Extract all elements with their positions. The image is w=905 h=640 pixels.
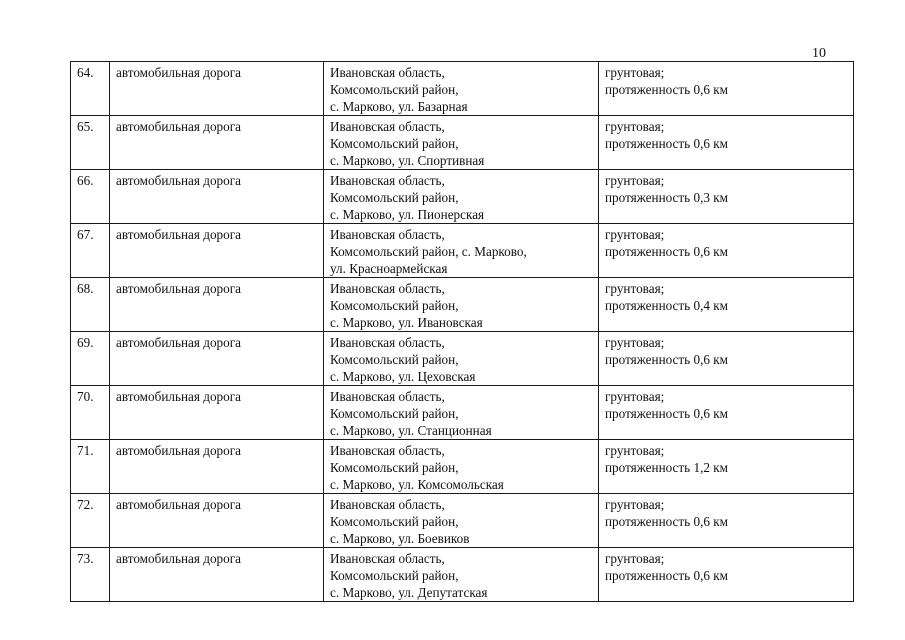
address-line: Комсомольский район, <box>330 460 459 475</box>
table-row <box>71 494 854 548</box>
object-address <box>324 278 599 332</box>
object-characteristics <box>599 116 854 170</box>
characteristic-line: протяженность 0,3 км <box>605 190 729 205</box>
object-characteristics <box>599 386 854 440</box>
object-name: автомобильная дорога <box>110 116 324 170</box>
address-line: Ивановская область, <box>330 497 445 512</box>
characteristic-line: протяженность 0,6 км <box>605 568 729 583</box>
characteristic-line: грунтовая; <box>605 65 665 80</box>
row-number: 73. <box>71 548 110 602</box>
row-number: 69. <box>71 332 110 386</box>
characteristic-line: протяженность 0,6 км <box>605 406 729 421</box>
row-number: 68. <box>71 278 110 332</box>
object-name: автомобильная дорога <box>110 332 324 386</box>
table-row <box>71 332 854 386</box>
characteristic-line: грунтовая; <box>605 227 665 242</box>
address-line: Комсомольский район, <box>330 514 459 529</box>
characteristic-line: грунтовая; <box>605 443 665 458</box>
table-row <box>71 62 854 116</box>
roads-table-body <box>71 62 854 602</box>
row-number: 64. <box>71 62 110 116</box>
object-name: автомобильная дорога <box>110 548 324 602</box>
characteristic-line: грунтовая; <box>605 389 665 404</box>
page-number: 10 <box>812 46 826 61</box>
object-address <box>324 386 599 440</box>
address-line: Ивановская область, <box>330 389 445 404</box>
address-line: с. Марково, ул. Боевиков <box>330 531 470 546</box>
row-number: 65. <box>71 116 110 170</box>
address-line: Ивановская область, <box>330 551 445 566</box>
address-line: Комсомольский район, <box>330 190 459 205</box>
characteristic-line: протяженность 0,6 км <box>605 244 729 259</box>
table-row <box>71 440 854 494</box>
characteristic-line: протяженность 0,6 км <box>605 82 729 97</box>
table-row <box>71 386 854 440</box>
object-characteristics <box>599 170 854 224</box>
object-name: автомобильная дорога <box>110 440 324 494</box>
object-characteristics <box>599 62 854 116</box>
address-line: ул. Красноармейская <box>330 261 448 276</box>
object-address <box>324 494 599 548</box>
table-row <box>71 548 854 602</box>
address-line: с. Марково, ул. Комсомольская <box>330 477 504 492</box>
object-address <box>324 224 599 278</box>
object-characteristics <box>599 332 854 386</box>
characteristic-line: протяженность 0,6 км <box>605 136 729 151</box>
table-row <box>71 224 854 278</box>
address-line: Комсомольский район, <box>330 568 459 583</box>
address-line: Ивановская область, <box>330 335 445 350</box>
table-row <box>71 170 854 224</box>
address-line: Ивановская область, <box>330 119 445 134</box>
address-line: с. Марково, ул. Депутатская <box>330 585 488 600</box>
object-name: автомобильная дорога <box>110 494 324 548</box>
address-line: с. Марково, ул. Спортивная <box>330 153 485 168</box>
characteristic-line: грунтовая; <box>605 119 665 134</box>
address-line: Ивановская область, <box>330 65 445 80</box>
address-line: с. Марково, ул. Станционная <box>330 423 492 438</box>
object-characteristics <box>599 224 854 278</box>
row-number: 70. <box>71 386 110 440</box>
address-line: Комсомольский район, <box>330 136 459 151</box>
address-line: Комсомольский район, <box>330 82 459 97</box>
address-line: Ивановская область, <box>330 173 445 188</box>
table-row <box>71 116 854 170</box>
object-characteristics <box>599 278 854 332</box>
address-line: Ивановская область, <box>330 443 445 458</box>
characteristic-line: грунтовая; <box>605 497 665 512</box>
characteristic-line: грунтовая; <box>605 551 665 566</box>
address-line: Комсомольский район, <box>330 406 459 421</box>
characteristic-line: протяженность 1,2 км <box>605 460 729 475</box>
address-line: Комсомольский район, <box>330 298 459 313</box>
address-line: с. Марково, ул. Ивановская <box>330 315 483 330</box>
roads-table <box>70 61 854 602</box>
row-number: 66. <box>71 170 110 224</box>
address-line: Ивановская область, <box>330 281 445 296</box>
row-number: 67. <box>71 224 110 278</box>
address-line: с. Марково, ул. Пионерская <box>330 207 485 222</box>
address-line: Комсомольский район, <box>330 352 459 367</box>
characteristic-line: протяженность 0,6 км <box>605 514 729 529</box>
characteristic-line: протяженность 0,4 км <box>605 298 729 313</box>
object-name: автомобильная дорога <box>110 386 324 440</box>
address-line: Ивановская область, <box>330 227 445 242</box>
address-line: с. Марково, ул. Цеховская <box>330 369 476 384</box>
object-name: автомобильная дорога <box>110 170 324 224</box>
characteristic-line: грунтовая; <box>605 173 665 188</box>
object-name: автомобильная дорога <box>110 278 324 332</box>
object-characteristics <box>599 494 854 548</box>
object-address <box>324 170 599 224</box>
object-address <box>324 116 599 170</box>
object-address <box>324 440 599 494</box>
table-row <box>71 278 854 332</box>
object-address <box>324 62 599 116</box>
object-characteristics <box>599 440 854 494</box>
object-address <box>324 548 599 602</box>
object-name: автомобильная дорога <box>110 224 324 278</box>
object-characteristics <box>599 548 854 602</box>
address-line: с. Марково, ул. Базарная <box>330 99 468 114</box>
row-number: 72. <box>71 494 110 548</box>
row-number: 71. <box>71 440 110 494</box>
object-address <box>324 332 599 386</box>
characteristic-line: грунтовая; <box>605 281 665 296</box>
address-line: Комсомольский район, с. Марково, <box>330 244 527 259</box>
characteristic-line: протяженность 0,6 км <box>605 352 729 367</box>
object-name: автомобильная дорога <box>110 62 324 116</box>
characteristic-line: грунтовая; <box>605 335 665 350</box>
